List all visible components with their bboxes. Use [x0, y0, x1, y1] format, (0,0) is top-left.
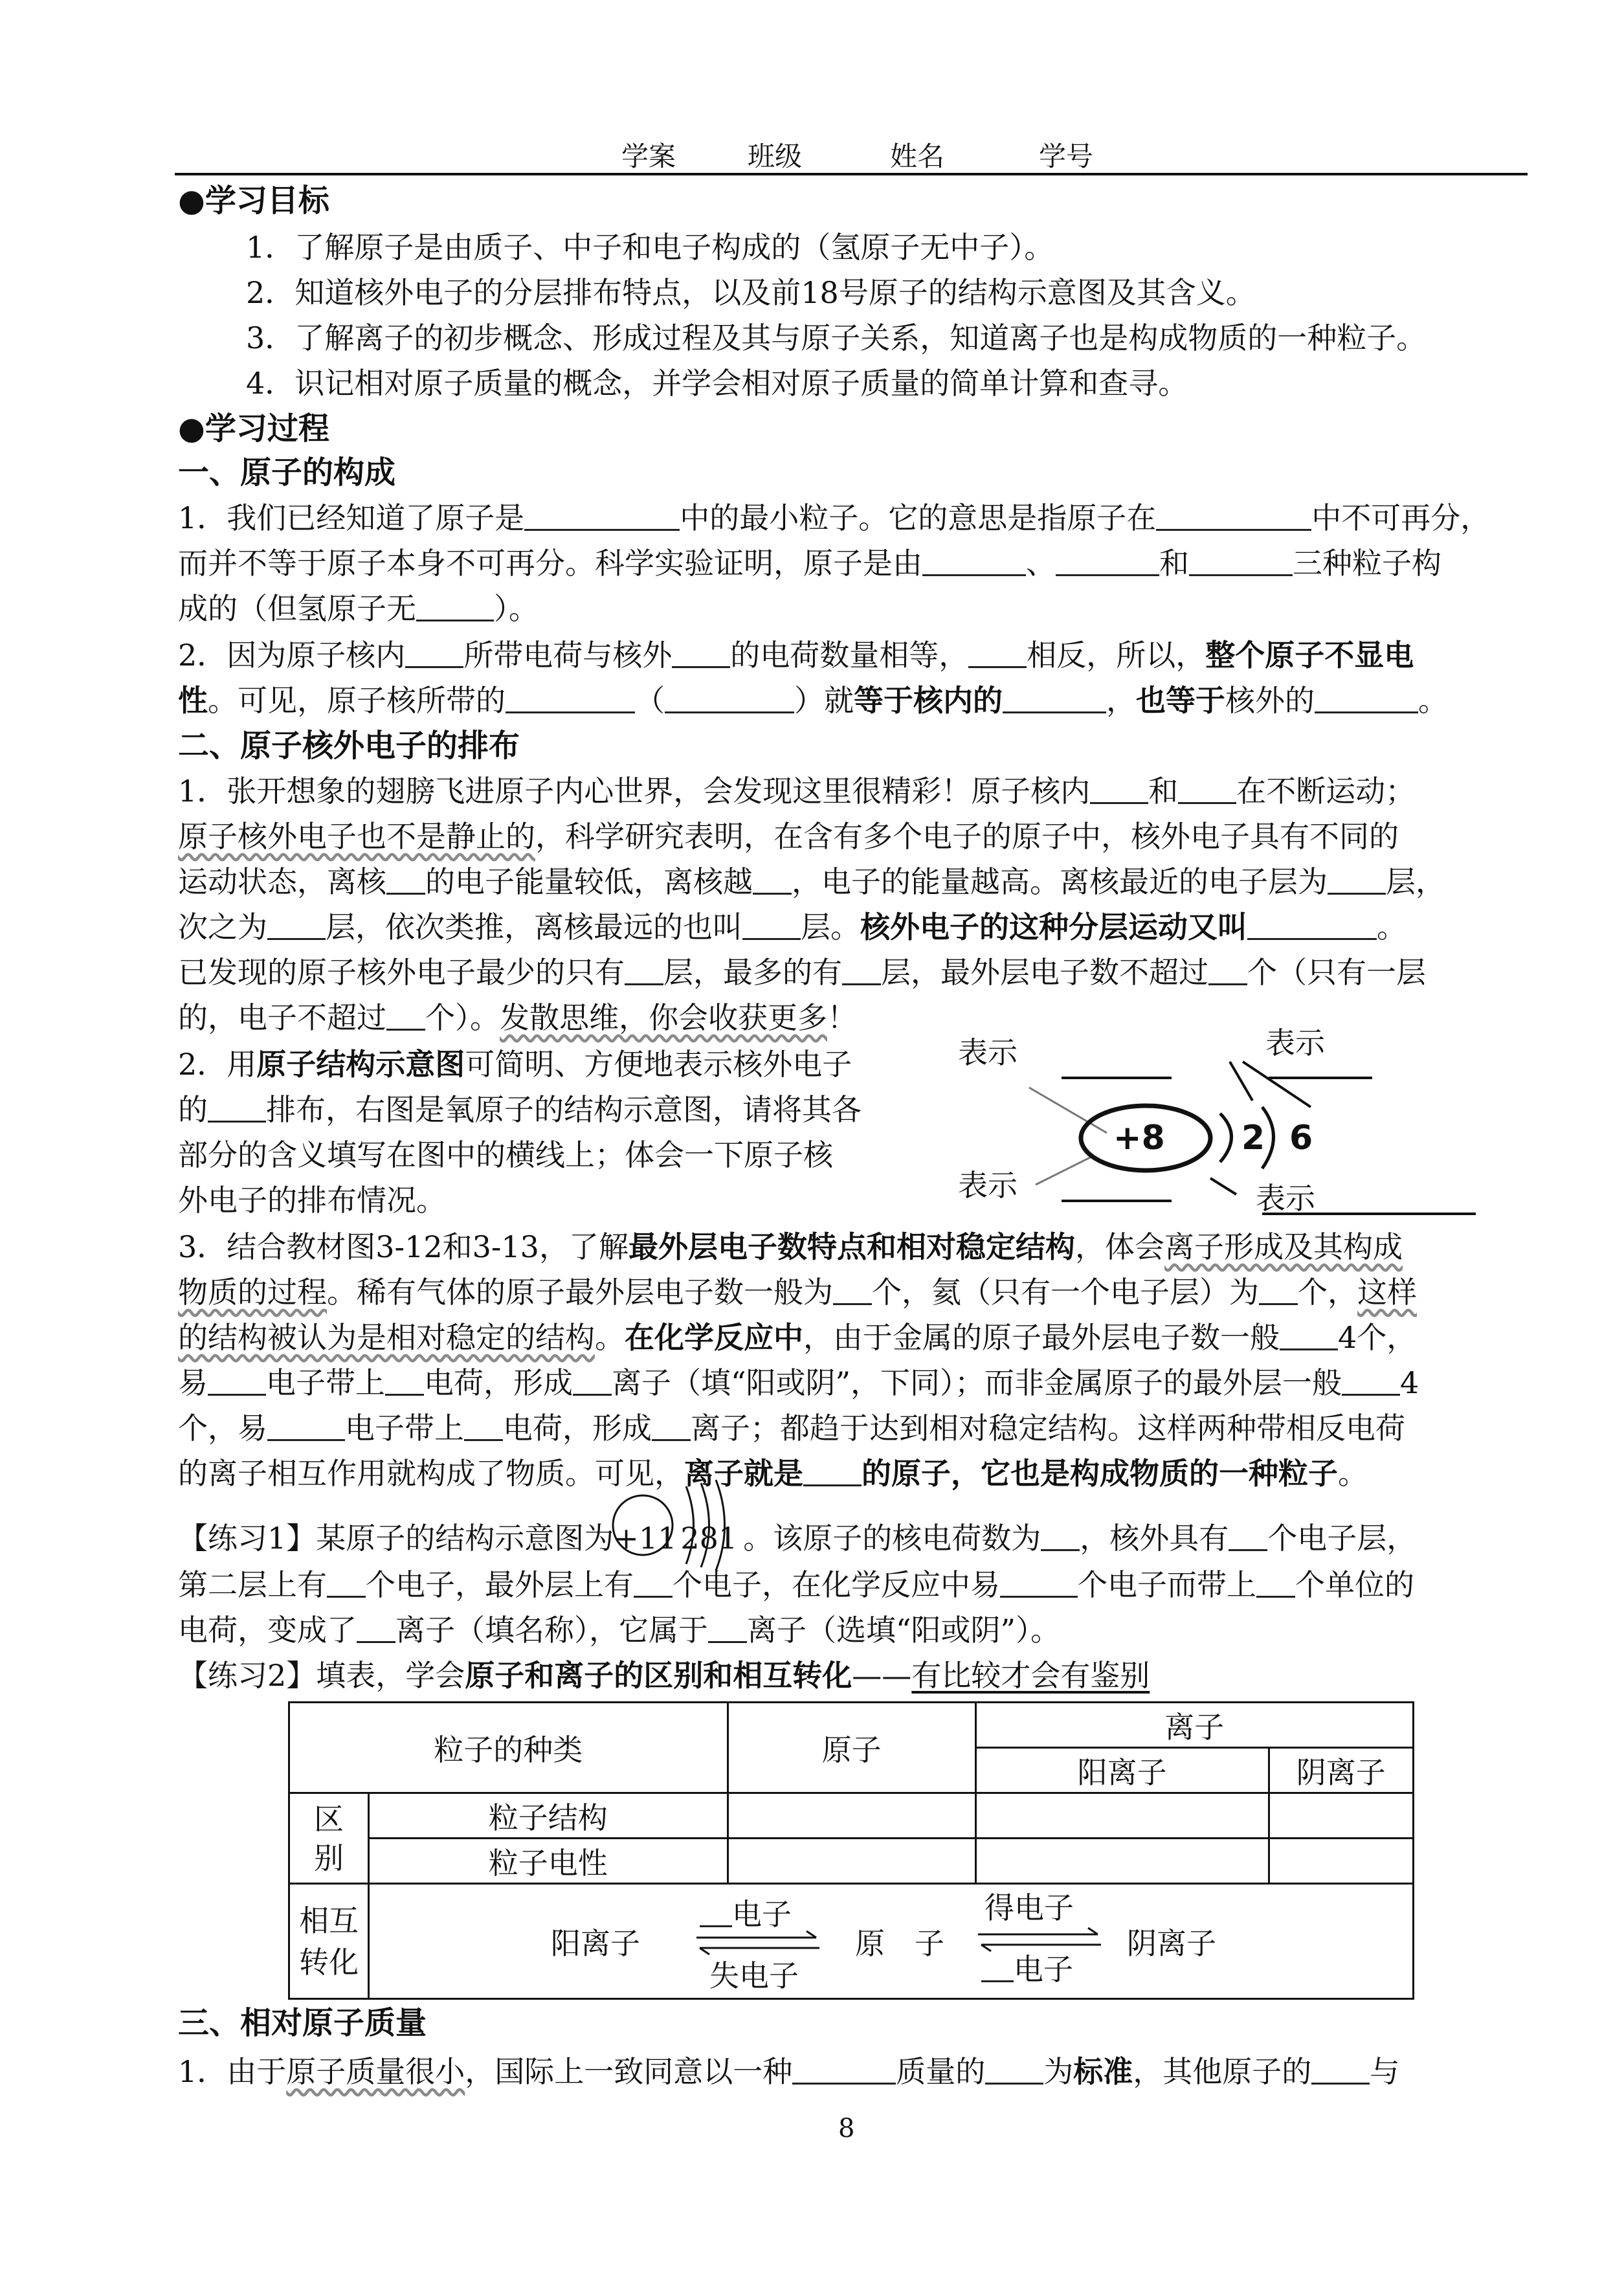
- s2-line-11: 3．结合教材图3-12和3-13，了解最外层电子数特点和相对稳定结构，体会离子形成及其构成: [178, 1229, 1403, 1264]
- oxygen-structure-diagram: [958, 1016, 1476, 1230]
- shell-2-electrons: 6: [1289, 1119, 1313, 1158]
- ex2-line: 【练习2】填表，学会原子和离子的区别和相互转化——有比较才会有鉴别: [178, 1658, 1150, 1693]
- row-diff: 区别: [289, 1793, 369, 1884]
- pointer-line-1: [1029, 1088, 1107, 1133]
- goals-title: ●学习目标: [178, 183, 329, 219]
- pointer-line-3: [1230, 1062, 1252, 1101]
- header-xuean: 学案: [621, 140, 676, 172]
- cell-anion-charge: [1269, 1839, 1413, 1884]
- cell-atom-struct: [728, 1793, 975, 1839]
- conv-lose-electron: 失电子: [709, 1958, 799, 1993]
- row-struct: 粒子结构: [369, 1793, 728, 1839]
- goal-2: 2．知道核外电子的分层排布特点，以及前18号原子的结构示意图及其含义。: [246, 275, 1256, 310]
- s2-line-15: 个，易 电子带上 电荷，形成 离子；都趋于达到相对稳定结构。这样两种带相反电荷: [178, 1411, 1405, 1446]
- s1-line-2: 而并不等于原子本身不可再分。科学实验证明，原子是由 、 和 三种粒子构: [178, 546, 1441, 581]
- th-anion: 阴离子: [1269, 1748, 1413, 1793]
- s2-line-7: 2．用原子结构示意图可简明、方便地表示核外电子: [178, 1047, 852, 1082]
- s2-line-2: 原子核外电子也不是静止的，科学研究表明，在含有多个电子的原子中，核外电子具有不同的: [178, 819, 1399, 854]
- row-conversion: 相互转化: [289, 1884, 369, 1999]
- goal-1: 1．了解原子是由质子、中子和电子构成的（氢原子无中子）。: [246, 230, 1054, 265]
- section-2-title: 二、原子核外电子的排布: [178, 728, 520, 764]
- ex1-line-1: 【练习1】某原子的结构示意图为 +11 281 。该原子的核电荷数为 ，核外具有 个电子层，: [178, 1519, 1531, 1558]
- s2-line-3: 运动状态，离核 的电子能量较低，离核越 ，电子的能量越高。离核最近的电子层为 层，: [178, 864, 1445, 899]
- s2-line-4: 次之为 层，依次类推，离核最远的也叫 层。核外电子的这种分层运动又叫 。: [178, 910, 1407, 945]
- diagram-label-top-right: 表示: [1265, 1025, 1325, 1060]
- diagram-label-top-left: 表示: [958, 1035, 1018, 1070]
- s1-line-4: 2．因为原子核内 所带电荷与核外 的电荷数量相等， 相反，所以，整个原子不显电: [178, 638, 1414, 673]
- atom-ion-table: [288, 1701, 1414, 2000]
- header-student-no: 学号: [1039, 140, 1094, 172]
- conv-blank-1: 电子: [700, 1891, 792, 1934]
- sodium-nucleus-charge: +11: [614, 1521, 677, 1556]
- ex1-line-2: 第二层上有 个电子，最外层上有 个电子，在化学反应中易 个电子而带上 个单位的: [178, 1567, 1414, 1602]
- s1-line-3: 成的（但氢原子无 ）。: [178, 591, 539, 626]
- conv-blank-2: 电子: [981, 1946, 1073, 1989]
- s2-line-10: 外电子的排布情况。: [178, 1183, 446, 1218]
- th-particle-kind: 粒子的种类: [289, 1703, 728, 1793]
- pointer-line-2: [1036, 1156, 1094, 1185]
- s2-line-14: 易 电子带上 电荷，形成 离子（填“阳或阴”，下同）；而非金属原子的最外层一般 4: [178, 1365, 1419, 1400]
- goal-4: 4．识记相对原子质量的概念，并学会相对原子质量的简单计算和查寻。: [246, 366, 1188, 401]
- th-cation: 阳离子: [975, 1748, 1269, 1793]
- section-3-title: 三、相对原子质量: [178, 2005, 427, 2041]
- equilibrium-arrow-1: [693, 1930, 823, 1956]
- nucleus-charge: +8: [1113, 1119, 1165, 1158]
- diagram-label-bottom-right: 表示: [1256, 1181, 1315, 1216]
- s2-line-16: 的离子相互作用就构成了物质。可见，离子就是 的原子，它也是构成物质的一种粒子。: [178, 1456, 1368, 1491]
- s2-line-1: 1．张开想象的翅膀飞进原子内心世界，会发现这里很精彩！原子核内 和 在不断运动；: [178, 774, 1416, 809]
- sodium-shells: 281: [680, 1521, 738, 1556]
- conv-anion: 阴离子: [1127, 1926, 1216, 1961]
- cell-atom-charge: [728, 1839, 975, 1884]
- oxygen-diagram-svg: [958, 1016, 1476, 1230]
- s2-line-13: 的结构被认为是相对稳定的结构。在化学反应中，由于金属的原子最外层电子数一般 4个，: [178, 1320, 1417, 1355]
- s1-line-5: 性。可见，原子核所带的 （ ）就等于核内的 ，也等于核外的 。: [178, 683, 1448, 718]
- s2-line-5: 已发现的原子核外电子最少的只有 层，最多的有 层，最外层电子数不超过 个（只有一层: [178, 955, 1426, 990]
- cell-cation-struct: [975, 1793, 1269, 1839]
- section-1-title: 一、原子的构成: [178, 454, 396, 491]
- s2-line-8: 的 排布，右图是氧原子的结构示意图，请将其各: [178, 1092, 862, 1127]
- header-name: 姓名: [890, 140, 945, 172]
- goal-3: 3．了解离子的初步概念、形成过程及其与原子关系，知道离子也是构成物质的一种粒子。: [246, 320, 1427, 355]
- conv-atom: 原 子: [855, 1926, 944, 1961]
- sodium-structure-diagram: [614, 1519, 743, 1558]
- s3-line-1: 1．由于原子质量很小，国际上一致同意以一种 质量的 为标准，其他原子的 与: [178, 2054, 1400, 2089]
- header-class: 班级: [748, 140, 803, 172]
- cell-anion-struct: [1269, 1793, 1413, 1839]
- pointer-line-5: [1210, 1178, 1236, 1194]
- s2-line-12: 物质的过程。稀有气体的原子最外层电子数一般为 个，氦（只有一个电子层）为 个，这样: [178, 1275, 1417, 1310]
- conversion-cell: [369, 1884, 1414, 1999]
- page-number: 8: [838, 2114, 855, 2143]
- th-ion: 离子: [975, 1703, 1413, 1748]
- s2-line-9: 部分的含义填写在图中的横线上；体会一下原子核: [178, 1137, 833, 1172]
- shell-1-electrons: 2: [1241, 1119, 1265, 1158]
- shell-arc-1: [1220, 1113, 1232, 1162]
- ex1-line-3: 电荷，变成了 离子（填名称），它属于 离子（选填“阳或阴”）。: [178, 1613, 1061, 1648]
- process-title: ●学习过程: [178, 410, 329, 447]
- row-charge: 粒子电性: [369, 1839, 728, 1884]
- diagram-label-bottom-left: 表示: [958, 1168, 1018, 1203]
- conv-gain-electron: 得电子: [984, 1890, 1074, 1925]
- s2-line-6: 的，电子不超过 个）。发散思维，你会收获更多！: [178, 1000, 857, 1035]
- cell-cation-charge: [975, 1839, 1269, 1884]
- s1-line-1: 1．我们已经知道了原子是 中的最小粒子。它的意思是指原子在 中不可再分，: [178, 500, 1491, 535]
- th-atom: 原子: [728, 1703, 975, 1793]
- conv-cation: 阳离子: [551, 1926, 640, 1961]
- page-header: [175, 133, 1528, 175]
